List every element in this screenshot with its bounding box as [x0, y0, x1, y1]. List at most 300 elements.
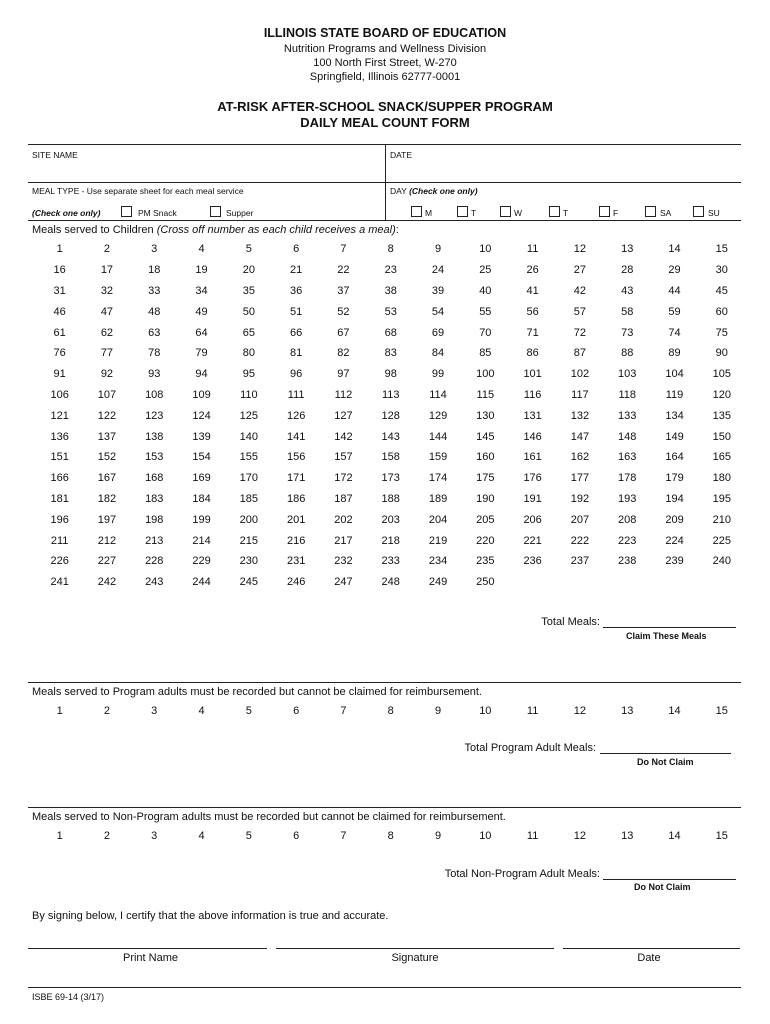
children-meal-number[interactable]: 131 [523, 409, 542, 422]
children-meal-number[interactable]: 51 [290, 305, 303, 318]
children-meal-number[interactable]: 242 [97, 576, 117, 589]
children-meal-number[interactable]: 241 [50, 576, 69, 589]
children-meal-number[interactable]: 8 [387, 243, 394, 256]
children-meal-number[interactable]: 21 [290, 264, 303, 277]
nonprogram-adult-meal-number[interactable]: 6 [293, 830, 300, 843]
children-meal-number[interactable]: 101 [523, 368, 542, 381]
children-meal-number[interactable]: 147 [570, 430, 590, 443]
nonprogram-adult-meal-number[interactable]: 11 [526, 830, 539, 843]
children-meal-number[interactable]: 121 [50, 409, 69, 422]
children-meal-number[interactable]: 71 [526, 326, 539, 339]
children-meal-number[interactable]: 88 [621, 347, 634, 360]
children-meal-number[interactable]: 217 [334, 534, 353, 547]
total-program-adult-field[interactable] [600, 738, 731, 754]
children-meal-number[interactable]: 206 [523, 513, 542, 526]
children-meal-number[interactable]: 155 [239, 451, 259, 464]
children-meal-number[interactable]: 74 [668, 326, 681, 339]
children-meal-number[interactable]: 150 [712, 430, 731, 443]
children-meal-number[interactable]: 178 [618, 472, 637, 485]
children-meal-number[interactable]: 54 [431, 305, 445, 318]
children-meal-number[interactable]: 248 [381, 576, 400, 589]
children-meal-number[interactable]: 158 [381, 451, 400, 464]
children-meal-number[interactable]: 82 [337, 347, 350, 360]
children-meal-number[interactable]: 40 [479, 284, 492, 297]
children-meal-number[interactable]: 145 [476, 430, 495, 443]
children-meal-number[interactable]: 159 [428, 451, 448, 464]
children-meal-number[interactable]: 99 [431, 368, 445, 381]
children-meal-number[interactable]: 173 [381, 472, 400, 485]
children-meal-number[interactable]: 154 [192, 451, 211, 464]
program-adult-meal-number[interactable]: 11 [526, 705, 539, 718]
children-meal-number[interactable]: 141 [286, 430, 306, 443]
children-meal-number[interactable]: 95 [242, 368, 255, 381]
children-meal-number[interactable]: 210 [712, 513, 731, 526]
children-meal-number[interactable]: 219 [428, 534, 448, 547]
children-meal-number[interactable]: 114 [429, 388, 447, 401]
children-meal-number[interactable]: 160 [476, 451, 495, 464]
children-meal-number[interactable]: 109 [192, 388, 211, 401]
children-meal-number[interactable]: 105 [712, 368, 731, 381]
children-meal-number[interactable]: 89 [668, 347, 681, 360]
children-meal-number[interactable]: 215 [239, 534, 259, 547]
children-meal-number[interactable]: 29 [668, 264, 681, 277]
children-meal-number[interactable]: 135 [712, 409, 731, 422]
children-meal-number[interactable]: 170 [239, 472, 259, 485]
children-meal-number[interactable]: 243 [145, 576, 164, 589]
children-meal-number[interactable]: 48 [148, 305, 161, 318]
day-monday-checkbox[interactable] [411, 206, 422, 217]
children-meal-number[interactable]: 52 [337, 305, 350, 318]
children-meal-number[interactable]: 226 [50, 555, 69, 568]
children-meal-number[interactable]: 68 [384, 326, 397, 339]
children-meal-number[interactable]: 233 [381, 555, 400, 568]
children-meal-number[interactable]: 93 [148, 368, 161, 381]
site-name-field[interactable] [34, 160, 379, 180]
children-meal-number[interactable]: 138 [145, 430, 164, 443]
children-meal-number[interactable]: 212 [97, 534, 117, 547]
signature-field[interactable] [276, 928, 554, 948]
children-meal-number[interactable]: 66 [290, 326, 303, 339]
children-meal-number[interactable]: 239 [665, 555, 684, 568]
children-meal-number[interactable]: 85 [479, 347, 492, 360]
children-meal-number[interactable]: 192 [570, 492, 590, 505]
children-meal-number[interactable]: 132 [570, 409, 590, 422]
children-meal-number[interactable]: 10 [479, 243, 492, 256]
day-friday-checkbox[interactable] [599, 206, 610, 217]
children-meal-number[interactable]: 56 [526, 305, 539, 318]
children-meal-number[interactable]: 181 [50, 492, 69, 505]
children-meal-number[interactable]: 127 [334, 409, 353, 422]
nonprogram-adult-meal-number[interactable]: 15 [715, 830, 728, 843]
nonprogram-adult-meal-number[interactable]: 1 [56, 830, 63, 843]
children-meal-number[interactable]: 15 [715, 243, 728, 256]
program-adult-meal-number[interactable]: 9 [434, 705, 442, 718]
children-meal-number[interactable]: 184 [192, 492, 211, 505]
children-meal-number[interactable]: 228 [145, 555, 164, 568]
children-meal-number[interactable]: 25 [479, 264, 492, 277]
nonprogram-adult-meal-number[interactable]: 5 [245, 830, 252, 843]
children-meal-number[interactable]: 81 [290, 347, 303, 360]
children-meal-number[interactable]: 207 [570, 513, 590, 526]
pm-snack-checkbox[interactable] [121, 206, 132, 217]
children-meal-number[interactable]: 108 [145, 388, 164, 401]
children-meal-number[interactable]: 3 [151, 243, 158, 256]
children-meal-number[interactable]: 236 [523, 555, 542, 568]
children-meal-number[interactable]: 148 [618, 430, 637, 443]
nonprogram-adult-meal-number[interactable]: 7 [340, 830, 347, 843]
children-meal-number[interactable]: 237 [570, 555, 590, 568]
children-meal-number[interactable]: 62 [100, 326, 114, 339]
children-meal-number[interactable]: 195 [712, 492, 731, 505]
children-meal-number[interactable]: 7 [340, 243, 347, 256]
children-meal-number[interactable]: 32 [100, 284, 114, 297]
children-meal-number[interactable]: 94 [195, 368, 208, 381]
children-meal-number[interactable]: 6 [293, 243, 300, 256]
children-meal-number[interactable]: 2 [103, 243, 110, 256]
day-sunday-checkbox[interactable] [693, 206, 704, 217]
program-adult-meal-number[interactable]: 8 [387, 705, 394, 718]
children-meal-number[interactable]: 153 [145, 451, 164, 464]
children-meal-number[interactable]: 225 [712, 534, 731, 547]
children-meal-number[interactable]: 39 [431, 284, 445, 297]
children-meal-number[interactable]: 177 [570, 472, 590, 485]
children-meal-number[interactable]: 78 [148, 347, 161, 360]
children-meal-number[interactable]: 92 [100, 368, 114, 381]
children-meal-number[interactable]: 191 [523, 492, 542, 505]
program-adult-meal-number[interactable]: 5 [245, 705, 252, 718]
children-meal-number[interactable]: 137 [97, 430, 117, 443]
children-meal-number[interactable]: 221 [523, 534, 542, 547]
children-meal-number[interactable]: 64 [195, 326, 208, 339]
children-meal-number[interactable]: 189 [428, 492, 448, 505]
children-meal-number[interactable]: 133 [618, 409, 637, 422]
children-meal-number[interactable]: 18 [148, 264, 161, 277]
children-meal-number[interactable]: 60 [715, 305, 728, 318]
nonprogram-adult-meal-number[interactable]: 8 [387, 830, 394, 843]
nonprogram-adult-meal-number[interactable]: 4 [198, 830, 205, 843]
children-meal-number[interactable]: 96 [290, 368, 303, 381]
children-meal-number[interactable]: 169 [192, 472, 211, 485]
day-tuesday-checkbox[interactable] [457, 206, 468, 217]
children-meal-number[interactable]: 58 [621, 305, 634, 318]
children-meal-number[interactable]: 43 [621, 284, 634, 297]
children-meal-number[interactable]: 112 [334, 388, 353, 401]
children-meal-number[interactable]: 246 [286, 576, 306, 589]
children-meal-number[interactable]: 134 [665, 409, 684, 422]
nonprogram-adult-meal-number[interactable]: 12 [573, 830, 587, 843]
children-meal-number[interactable]: 216 [286, 534, 306, 547]
children-meal-number[interactable]: 204 [428, 513, 448, 526]
program-adult-meal-number[interactable]: 14 [668, 705, 681, 718]
children-meal-number[interactable]: 208 [618, 513, 637, 526]
children-meal-number[interactable]: 124 [192, 409, 211, 422]
nonprogram-adult-meal-number[interactable]: 9 [434, 830, 442, 843]
children-meal-number[interactable]: 234 [428, 555, 448, 568]
children-meal-number[interactable]: 244 [192, 576, 211, 589]
children-meal-number[interactable]: 83 [384, 347, 397, 360]
children-meal-number[interactable]: 205 [476, 513, 495, 526]
children-meal-number[interactable]: 86 [526, 347, 539, 360]
children-meal-number[interactable]: 199 [192, 513, 211, 526]
children-meal-number[interactable]: 37 [337, 284, 350, 297]
children-meal-number[interactable]: 5 [245, 243, 252, 256]
children-meal-number[interactable]: 220 [476, 534, 495, 547]
children-meal-number[interactable]: 203 [381, 513, 400, 526]
children-meal-number[interactable]: 193 [618, 492, 637, 505]
children-meal-number[interactable]: 200 [239, 513, 259, 526]
children-meal-number[interactable]: 45 [715, 284, 728, 297]
children-meal-number[interactable]: 57 [573, 305, 587, 318]
children-meal-number[interactable]: 106 [50, 388, 69, 401]
children-meal-number[interactable]: 214 [192, 534, 211, 547]
children-meal-number[interactable]: 119 [665, 388, 684, 401]
children-meal-number[interactable]: 183 [145, 492, 164, 505]
children-meal-number[interactable]: 188 [381, 492, 400, 505]
children-meal-number[interactable]: 245 [239, 576, 259, 589]
children-meal-number[interactable]: 87 [573, 347, 587, 360]
children-meal-number[interactable]: 238 [618, 555, 637, 568]
children-meal-number[interactable]: 182 [97, 492, 117, 505]
children-meal-number[interactable]: 231 [286, 555, 306, 568]
children-meal-number[interactable]: 69 [431, 326, 445, 339]
children-meal-number[interactable]: 129 [428, 409, 448, 422]
children-meal-number[interactable]: 20 [242, 264, 255, 277]
nonprogram-adults-count-grid [36, 826, 754, 847]
total-nonprogram-adult-field[interactable] [603, 864, 736, 880]
children-meal-number[interactable]: 126 [286, 409, 306, 422]
children-meal-number[interactable]: 117 [571, 388, 589, 401]
program-adult-meal-number[interactable]: 4 [198, 705, 205, 718]
nonprogram-adult-meal-number[interactable]: 3 [151, 830, 158, 843]
children-meal-number[interactable]: 16 [53, 264, 66, 277]
children-meal-number[interactable]: 140 [239, 430, 259, 443]
children-meal-number[interactable]: 38 [384, 284, 397, 297]
children-meal-number[interactable]: 157 [334, 451, 353, 464]
children-meal-number[interactable]: 41 [526, 284, 539, 297]
children-meal-number[interactable]: 172 [334, 472, 353, 485]
sign-date-field[interactable] [563, 928, 740, 948]
children-meal-number[interactable]: 174 [428, 472, 448, 485]
children-meal-number[interactable]: 102 [570, 368, 590, 381]
children-meal-number[interactable]: 9 [434, 243, 442, 256]
program-adult-meal-number[interactable]: 1 [56, 705, 63, 718]
children-meal-number[interactable]: 36 [290, 284, 303, 297]
children-meal-number[interactable]: 222 [570, 534, 590, 547]
children-meal-number[interactable]: 123 [145, 409, 164, 422]
children-meal-number[interactable]: 149 [665, 430, 684, 443]
children-meal-number[interactable]: 229 [192, 555, 211, 568]
children-meal-number[interactable]: 162 [570, 451, 590, 464]
children-meal-number[interactable]: 59 [668, 305, 681, 318]
children-meal-number[interactable]: 161 [523, 451, 542, 464]
program-adult-meal-number[interactable]: 6 [293, 705, 300, 718]
children-meal-number[interactable]: 180 [712, 472, 731, 485]
children-meal-number[interactable]: 125 [239, 409, 259, 422]
date-field[interactable] [392, 160, 737, 180]
children-meal-number[interactable]: 28 [621, 264, 634, 277]
program-adult-meal-number[interactable]: 3 [151, 705, 158, 718]
children-meal-number[interactable]: 63 [148, 326, 161, 339]
children-meal-number[interactable]: 61 [53, 326, 66, 339]
children-meal-number[interactable]: 19 [195, 264, 208, 277]
children-meal-number[interactable]: 151 [50, 451, 69, 464]
children-meal-number[interactable]: 91 [53, 368, 66, 381]
total-meals-field[interactable] [603, 612, 736, 628]
children-meal-number[interactable]: 118 [618, 388, 636, 401]
children-meal-number[interactable]: 232 [334, 555, 353, 568]
children-meal-number[interactable]: 80 [242, 347, 255, 360]
children-meal-number[interactable]: 152 [97, 451, 117, 464]
children-meal-number[interactable]: 31 [53, 284, 66, 297]
children-meal-number[interactable]: 26 [526, 264, 539, 277]
children-meal-number[interactable]: 164 [665, 451, 684, 464]
children-meal-number[interactable]: 130 [476, 409, 495, 422]
children-meal-number[interactable]: 67 [337, 326, 350, 339]
children-meal-number[interactable]: 17 [100, 264, 114, 277]
children-meal-number[interactable]: 42 [573, 284, 587, 297]
children-meal-number[interactable]: 22 [337, 264, 350, 277]
day-saturday-checkbox[interactable] [645, 206, 656, 217]
nonprogram-adult-meal-number[interactable]: 13 [621, 830, 634, 843]
children-meal-number[interactable]: 116 [523, 388, 542, 401]
day-thursday-checkbox[interactable] [549, 206, 560, 217]
nonprogram-adult-meal-number[interactable]: 10 [479, 830, 492, 843]
children-meal-number[interactable]: 144 [428, 430, 448, 443]
program-adult-meal-number[interactable]: 13 [621, 705, 634, 718]
children-meal-number[interactable]: 122 [97, 409, 117, 422]
children-meal-number[interactable]: 4 [198, 243, 205, 256]
children-meal-number[interactable]: 65 [242, 326, 255, 339]
children-meal-number[interactable]: 250 [476, 576, 495, 589]
children-meal-number[interactable]: 166 [50, 472, 69, 485]
children-meal-number[interactable]: 187 [334, 492, 353, 505]
children-meal-number[interactable]: 194 [665, 492, 684, 505]
children-meal-number[interactable]: 186 [286, 492, 306, 505]
children-meal-number[interactable]: 14 [668, 243, 681, 256]
children-meal-number[interactable]: 24 [431, 264, 445, 277]
children-meal-number[interactable]: 97 [337, 368, 350, 381]
program-adult-meal-number[interactable]: 10 [479, 705, 492, 718]
supper-checkbox[interactable] [210, 206, 221, 217]
children-meal-number[interactable]: 247 [334, 576, 353, 589]
children-meal-number[interactable]: 27 [573, 264, 587, 277]
children-meal-row [36, 405, 754, 426]
children-meal-number[interactable]: 98 [384, 368, 397, 381]
children-meal-number[interactable]: 196 [50, 513, 69, 526]
program-adult-meal-number[interactable]: 7 [340, 705, 347, 718]
children-meal-number[interactable]: 11 [526, 243, 539, 256]
children-meal-number[interactable]: 49 [195, 305, 208, 318]
children-meal-number[interactable]: 55 [479, 305, 492, 318]
children-meal-number[interactable]: 227 [97, 555, 117, 568]
children-meal-number[interactable]: 103 [618, 368, 637, 381]
children-meal-number[interactable]: 46 [53, 305, 66, 318]
children-meal-number[interactable]: 197 [97, 513, 117, 526]
children-meal-number[interactable]: 12 [573, 243, 587, 256]
children-meal-number[interactable]: 142 [334, 430, 353, 443]
children-meal-number[interactable]: 249 [428, 576, 448, 589]
children-meal-number[interactable]: 143 [381, 430, 400, 443]
program-adult-meal-number[interactable]: 2 [103, 705, 110, 718]
children-meal-number[interactable]: 163 [618, 451, 637, 464]
children-meal-number[interactable]: 218 [381, 534, 400, 547]
children-meal-number[interactable]: 168 [145, 472, 164, 485]
children-meal-number[interactable]: 146 [523, 430, 542, 443]
children-meal-number[interactable]: 30 [715, 264, 728, 277]
children-meal-number[interactable]: 224 [665, 534, 684, 547]
children-meal-number[interactable]: 70 [479, 326, 492, 339]
children-meal-number[interactable]: 53 [384, 305, 397, 318]
children-meal-number[interactable]: 113 [381, 388, 400, 401]
children-meal-number[interactable]: 104 [665, 368, 684, 381]
children-meal-number[interactable]: 13 [621, 243, 634, 256]
children-meal-number[interactable]: 175 [476, 472, 495, 485]
children-meal-number[interactable]: 223 [618, 534, 637, 547]
nonprogram-adult-meal-number[interactable]: 2 [103, 830, 110, 843]
children-meal-number[interactable]: 136 [50, 430, 69, 443]
children-meal-number[interactable]: 76 [53, 347, 66, 360]
children-meal-number[interactable]: 111 [287, 388, 305, 401]
children-meal-number[interactable]: 90 [715, 347, 728, 360]
children-meal-number[interactable]: 230 [239, 555, 259, 568]
children-meal-number[interactable]: 77 [100, 347, 114, 360]
day-wednesday-checkbox[interactable] [500, 206, 511, 217]
children-meal-number[interactable]: 107 [97, 388, 117, 401]
children-meal-number[interactable]: 33 [148, 284, 161, 297]
children-meal-number[interactable]: 47 [100, 305, 114, 318]
children-meal-number[interactable]: 115 [476, 388, 495, 401]
children-meal-number[interactable]: 110 [240, 388, 258, 401]
children-meal-number[interactable]: 79 [195, 347, 208, 360]
children-meal-number[interactable]: 167 [97, 472, 117, 485]
children-meal-number[interactable]: 44 [668, 284, 681, 297]
children-meal-number[interactable]: 128 [381, 409, 400, 422]
children-meal-number[interactable]: 84 [431, 347, 445, 360]
program-adult-meal-number[interactable]: 12 [573, 705, 587, 718]
children-meal-number[interactable]: 1 [56, 243, 63, 256]
children-meal-number[interactable]: 201 [286, 513, 306, 526]
children-meal-number[interactable]: 202 [334, 513, 353, 526]
children-meal-number[interactable]: 211 [50, 534, 69, 547]
children-meal-number[interactable]: 176 [523, 472, 542, 485]
print-name-field[interactable] [28, 928, 267, 948]
children-meal-number[interactable]: 185 [239, 492, 259, 505]
children-meal-number[interactable]: 171 [286, 472, 306, 485]
children-meal-number[interactable]: 35 [242, 284, 255, 297]
children-meal-number[interactable]: 165 [712, 451, 731, 464]
children-meal-number[interactable]: 120 [712, 388, 731, 401]
program-adult-meal-number[interactable]: 15 [715, 705, 728, 718]
children-meal-number[interactable]: 213 [145, 534, 164, 547]
children-meal-number[interactable]: 179 [665, 472, 684, 485]
children-meal-number[interactable]: 100 [476, 368, 495, 381]
children-meal-number[interactable]: 73 [621, 326, 634, 339]
children-meal-number[interactable]: 235 [476, 555, 495, 568]
day-sunday-label: SU [708, 208, 720, 218]
children-meal-number[interactable]: 75 [715, 326, 728, 339]
children-meal-number[interactable]: 34 [195, 284, 208, 297]
children-meal-number[interactable]: 198 [145, 513, 164, 526]
children-meal-number[interactable]: 23 [384, 264, 397, 277]
children-meal-number[interactable]: 190 [476, 492, 495, 505]
children-meal-number[interactable]: 209 [665, 513, 684, 526]
children-meal-number[interactable]: 50 [242, 305, 255, 318]
children-meal-number[interactable]: 139 [192, 430, 211, 443]
children-meal-number[interactable]: 72 [573, 326, 587, 339]
children-meal-number[interactable]: 156 [286, 451, 306, 464]
children-meal-number[interactable]: 240 [712, 555, 731, 568]
nonprogram-adult-meal-number[interactable]: 14 [668, 830, 681, 843]
